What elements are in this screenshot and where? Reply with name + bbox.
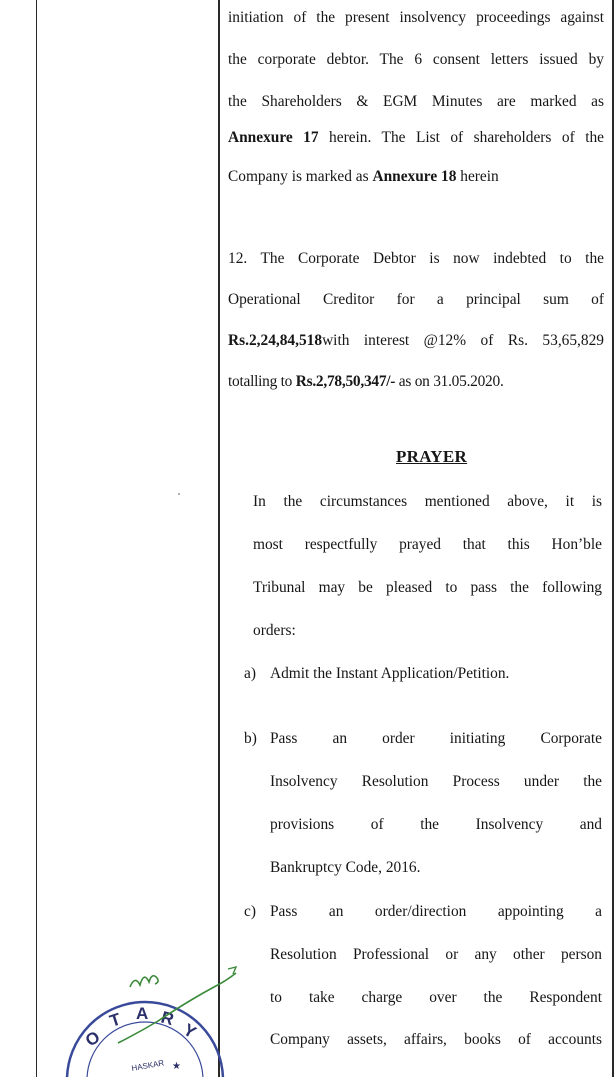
para11-line2: the corporate debtor. The 6 consent letters issued by [228, 51, 604, 68]
para11-line4 [228, 128, 604, 148]
item-b-line3: provisions of the Insolvency and [270, 816, 602, 833]
para12-line3-rest: with interest @12% of Rs. 53,65,829 [322, 332, 604, 349]
item-c-line1: Pass an order/direction appointing a [270, 903, 602, 920]
item-c-label: c) [244, 903, 256, 920]
para12-line3 [228, 331, 604, 351]
prayer-intro-line1: In the circumstances mentioned above, it is [253, 493, 602, 510]
para12-line1: 12. The Corporate Debtor is now indebted to the [228, 250, 604, 267]
principal-amount: Rs.2,24,84,518 [228, 332, 323, 349]
para11-line5-pre: Company is marked as [228, 168, 373, 185]
notary-stamp-icon [60, 955, 250, 1077]
svg-text:★: ★ [172, 1061, 181, 1072]
right-margin-rule [612, 0, 614, 1077]
prayer-intro-line2: most respectfully prayed that this Hon’ble [253, 536, 602, 553]
speck [178, 493, 180, 495]
prayer-intro-line4: orders: [253, 622, 296, 639]
para12-line4-pre: totalling to [228, 373, 296, 390]
item-b-line1: Pass an order initiating Corporate [270, 730, 602, 747]
item-b-line4: Bankruptcy Code, 2016. [270, 859, 421, 876]
item-a-line1: Admit the Instant Application/Petition. [270, 665, 510, 682]
para11-line5-post: herein [456, 168, 499, 185]
item-a-label: a) [244, 665, 256, 682]
para12-line4-post: as on 31.05.2020. [395, 373, 504, 390]
svg-text:R: R [158, 1007, 176, 1030]
total-amount: Rs.2,78,50,347/- [295, 373, 396, 390]
item-c-line3: to take charge over the Respondent [270, 989, 602, 1006]
item-b-line2: Insolvency Resolution Process under the [270, 773, 602, 790]
left-margin-rule [36, 0, 37, 1077]
svg-text:HASKAR: HASKAR [130, 1058, 165, 1073]
svg-text:A: A [136, 1004, 149, 1023]
item-c-line2: Resolution Professional or any other person [270, 946, 602, 963]
para11-line1: initiation of the present insolvency proceedings against [228, 9, 604, 26]
para11-line4-rest: herein. The List of shareholders of the [318, 129, 604, 146]
svg-text:O: O [82, 1027, 104, 1051]
prayer-intro-line3: Tribunal may be pleased to pass the following [253, 579, 602, 596]
para11-line3: the Shareholders & EGM Minutes are marked as [228, 93, 604, 110]
svg-text:T: T [107, 1009, 124, 1031]
annexure-17: Annexure 17 [228, 129, 319, 146]
item-c-line4: Company assets, affairs, books of accounts [270, 1031, 602, 1048]
svg-text:Y: Y [180, 1020, 200, 1043]
para12-line4 [228, 372, 604, 392]
item-b-label: b) [244, 730, 257, 747]
para12-line2: Operational Creditor for a principal sum of [228, 291, 604, 308]
prayer-heading: PRAYER [396, 447, 468, 466]
text-margin-rule [218, 0, 220, 1077]
para11-line5 [228, 167, 604, 187]
annexure-18: Annexure 18 [372, 168, 457, 185]
